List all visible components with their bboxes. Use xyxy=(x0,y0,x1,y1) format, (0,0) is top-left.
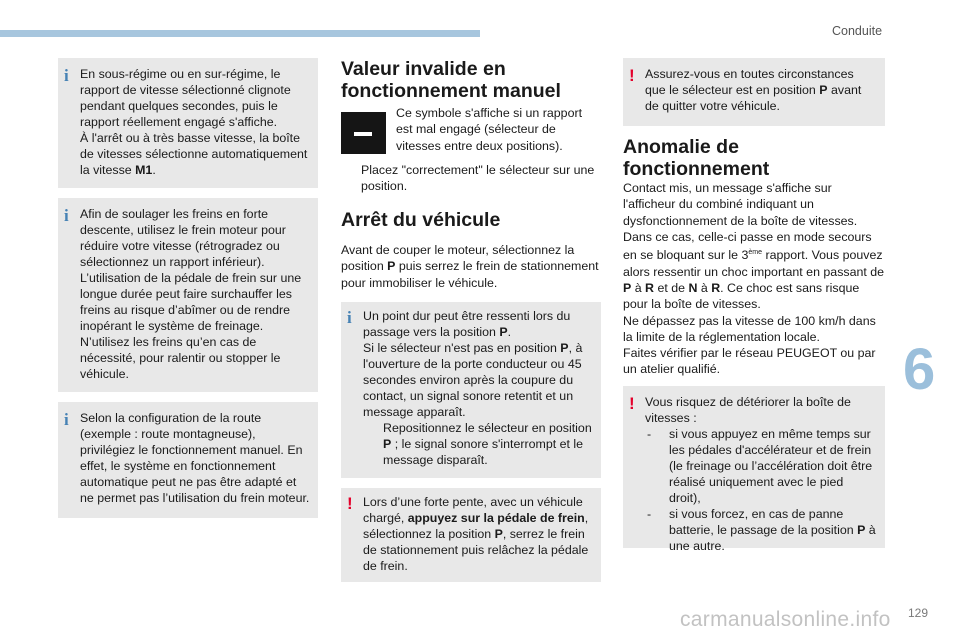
stop-paragraph: Avant de couper le moteur, sélectionnez la position P puis serrez le frein de stationnement pour immobiliser le véhicule. xyxy=(341,243,599,290)
info-box-engine-brake xyxy=(58,198,318,392)
warning-icon: ! xyxy=(347,494,353,513)
info-text: Afin de soulager les freins en forte descente, utilisez le frein moteur pour réduire votre vitesse (rétrogradez ou sélectionnez un rapport inférieur). L’utilisation de la pédale de frein sur une longue durée peut faire surchauffer les freins au risque d’abîmer ou de rendre inopérant le système de freinage. N’utilisez les freins qu’en cas de nécessité, pour ralentir ou stopper le véhicule. xyxy=(80,207,302,381)
warning-box-damage xyxy=(623,386,885,553)
info-icon: i xyxy=(64,66,69,85)
info-icon: i xyxy=(347,308,352,327)
warning-box-slope xyxy=(341,488,601,582)
info-icon: i xyxy=(64,206,69,225)
warning-icon: ! xyxy=(629,66,635,85)
instruction-bullet: Placez "correctement" le sélecteur sur une position. xyxy=(361,163,595,194)
heading-invalid-value: Valeur invalide en fonctionnement manuel xyxy=(341,58,561,102)
instruction-bullet: Repositionnez le sélecteur en position P ; le signal sonore s'interrompt et le message disparaît. xyxy=(383,421,592,467)
warning-text: Vous risquez de détériorer la boîte de vitesses : xyxy=(645,395,851,425)
info-text: Si le sélecteur n'est pas en position P, à l'ouverture de la porte conducteur ou 45 secondes environ après la coupure du contact, un signal sonore retentit et un message apparaît. xyxy=(363,341,583,419)
invalid-gear-icon xyxy=(341,112,386,154)
heading-malfunction: Anomalie de fonctionnement xyxy=(623,136,770,180)
icon-description: Ce symbole s'affiche si un rapport est mal engagé (sélecteur de vitesses entre deux positions). xyxy=(396,106,583,153)
malfunction-paragraph: Contact mis, un message s'affiche sur l'afficheur du combiné indiquant un dysfonctionnement de la boîte de vitesses. Dans ce cas, celle-ci passe en mode secours en se bloquant sur le 3ème rapport. Vous pouvez alors ressentir un choc important en passant de P à R et de N à R. Ce choc est sans risque pour la boîte de vitesses. Ne dépassez pas la vitesse de 100 km/h dans la limite de la réglementation locale. Faites vérifier par le réseau PEUGEOT ou par un atelier qualifié. xyxy=(623,181,885,377)
chapter-number: 6 xyxy=(903,337,936,402)
info-box-gear-display xyxy=(58,58,318,188)
list-item: - si vous appuyez en même temps sur les pédales d'accélérateur et de frein (le freinage ou l’accélération doit être réalisé uniquement avec le pied droit), xyxy=(647,427,873,505)
info-text: À l'arrêt ou à très basse vitesse, la boîte de vitesses sélectionne automatiquement la vitesse M1. xyxy=(80,131,308,177)
warning-box-park xyxy=(623,58,885,126)
watermark: carmanualsonline.info xyxy=(680,608,891,631)
section-title: Conduite xyxy=(832,24,883,38)
header-bar xyxy=(0,30,480,37)
info-box-selector-p xyxy=(341,302,601,478)
list-item: - si vous forcez, en cas de panne batterie, le passage de la position P à une autre. xyxy=(647,507,876,553)
info-icon: i xyxy=(64,410,69,429)
warning-text: Lors d’une forte pente, avec un véhicule chargé, appuyez sur la pédale de frein, sélectionnez la position P, serrez le frein de stationnement puis relâchez la pédale de frein. xyxy=(363,495,589,573)
info-text: En sous-régime ou en sur-régime, le rapport de vitesse sélectionné clignote pendant quelques secondes, puis le rapport réellement engagé s'affiche. xyxy=(80,67,291,129)
warning-text: Assurez-vous en toutes circonstances que le sélecteur est en position P avant de quitter votre véhicule. xyxy=(645,67,862,113)
info-box-manual-mode xyxy=(58,402,318,518)
heading-vehicle-stop: Arrêt du véhicule xyxy=(341,209,501,231)
info-text: Selon la configuration de la route (exemple : route montagneuse), privilégiez le fonctionnement manuel. En effet, le système en fonctionnement automatique peut ne pas être adapté et ne permet pas l’utilisation du frein moteur. xyxy=(80,411,310,505)
info-text: Un point dur peut être ressenti lors du passage vers la position P. xyxy=(363,309,571,339)
warning-icon: ! xyxy=(629,394,635,413)
page-number: 129 xyxy=(908,606,929,620)
